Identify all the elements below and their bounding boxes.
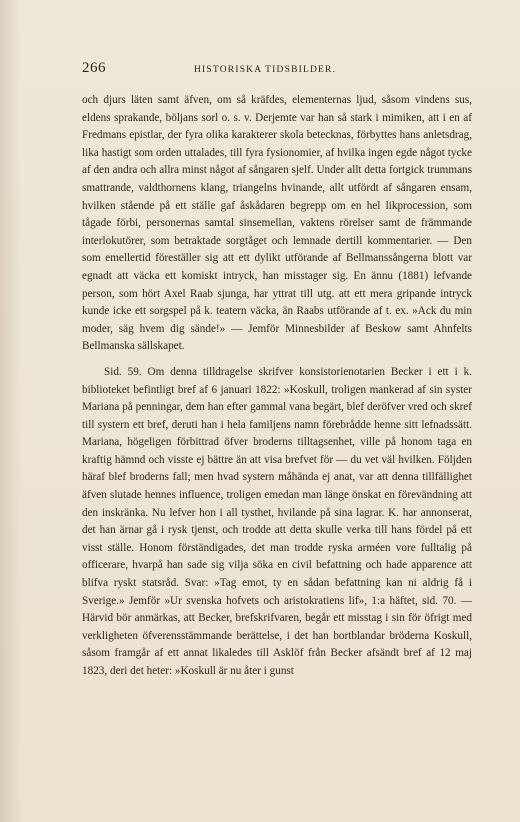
running-title: HISTORISKA TIDSBILDER.	[194, 65, 337, 75]
body-paragraph-1: och djurs läten samt äfven, om så kräfdes, elementernas ljud, såsom vindens sus, eldens sprakande, böljans sorl o. s. v. Derjemte var han så stark i mimiken, att i en af Fredmans epistlar, der fyra olika karakterer skola betecknas, förbyttes hans anletsdrag, lika hastigt som orden uttalades, till fyra fysionomier, af hvilka ingen egde något tycke af den andra och allra minst något af sångaren sjelf. Under allt detta fortgick trummans smattrande, valdthornens klang, triangelns hvinande, allt utfördt af sångaren ensam, hvilken stående på ett ställe gaf åskådaren begrepp om en hel likprocession, som tågade förbi, personernas samtal sinsemellan, vaktens rörelser samt de främmande interlokutörer, som betraktade sorgtåget och lemnade dertill kommentarier. — Den som emellertid föreställer sig att ett dylikt utförande af Bellmanssångerna blott var egnadt att väcka ett komiskt intryck, han misstager sig. En ännu (1881) lefvande person, som hört Axel Raab sjunga, har yttrat till utg. att ett mera gripande intryck kunde icke ett sorgspel på k. teatern väcka, än Raabs utförande af t. ex. »Ack du min moder, säg hvem dig sände!» — Jemför Minnesbilder af Beskow samt Ahnfelts Bellmanska sällskapet.	[82, 94, 472, 353]
body-paragraph-2: Sid. 59. Om denna tilldragelse skrifver konsistorienotarien Becker i ett i k. biblioteket befintligt bref af 6 januari 1822: »Koskull, troligen mankerad af sin syster Mariana på penningar, dem han efter gammal vana begärt, blef deröfver vred och skref till systern ett bref, deruti han i hela familjens namn förebrådde henne sitt lefnadssätt. Mariana, högeligen förbittrad öfver broderns tilltagsenhet, ville på honom taga en kraftig hämnd och visste ej bättre än att visa brefvet för — du vet väl hvilken. Följden häraf blef broderns fall; men hvad systern måhända ej anat, var att denna tillfällighet äfven slutade hennes influence, troligen emedan man länge önskat en förevändning att den inskränka. Nu lefver hon i all tysthet, hvilande på sina lagrar. K. har annonserat, det han ärnar gå i rysk tjenst, och trodde att detta skulle verka till hans fördel på ett visst ställe. Honom förständigades, det man trodde ryska arméen vore fulltalig på officerare, hvarpå han sade sig vilja söka en civil befattning och hade apparence att blifva ryskt statsråd. Svar: »Tag emot, ty en sådan befattning kan ni aldrig få i Sverige.» Jemför »Ur svenska hofvets och aristokratiens lif», 1:a häftet, sid. 70. — Härvid bör anmärkas, att Becker, brefskrifvaren, begår ett misstag i sin för öfrigt med verkligheten öfverensstämmande berättelse, i det han bortblandar bröderna Koskull, såsom framgår af ett annat likaledes till Asklöf från Becker afsändt bref af 12 maj 1823, deri det heter: »Koskull är nu åter i gunst	[82, 365, 472, 677]
page-number: 266	[82, 60, 106, 76]
page-header	[82, 60, 472, 82]
